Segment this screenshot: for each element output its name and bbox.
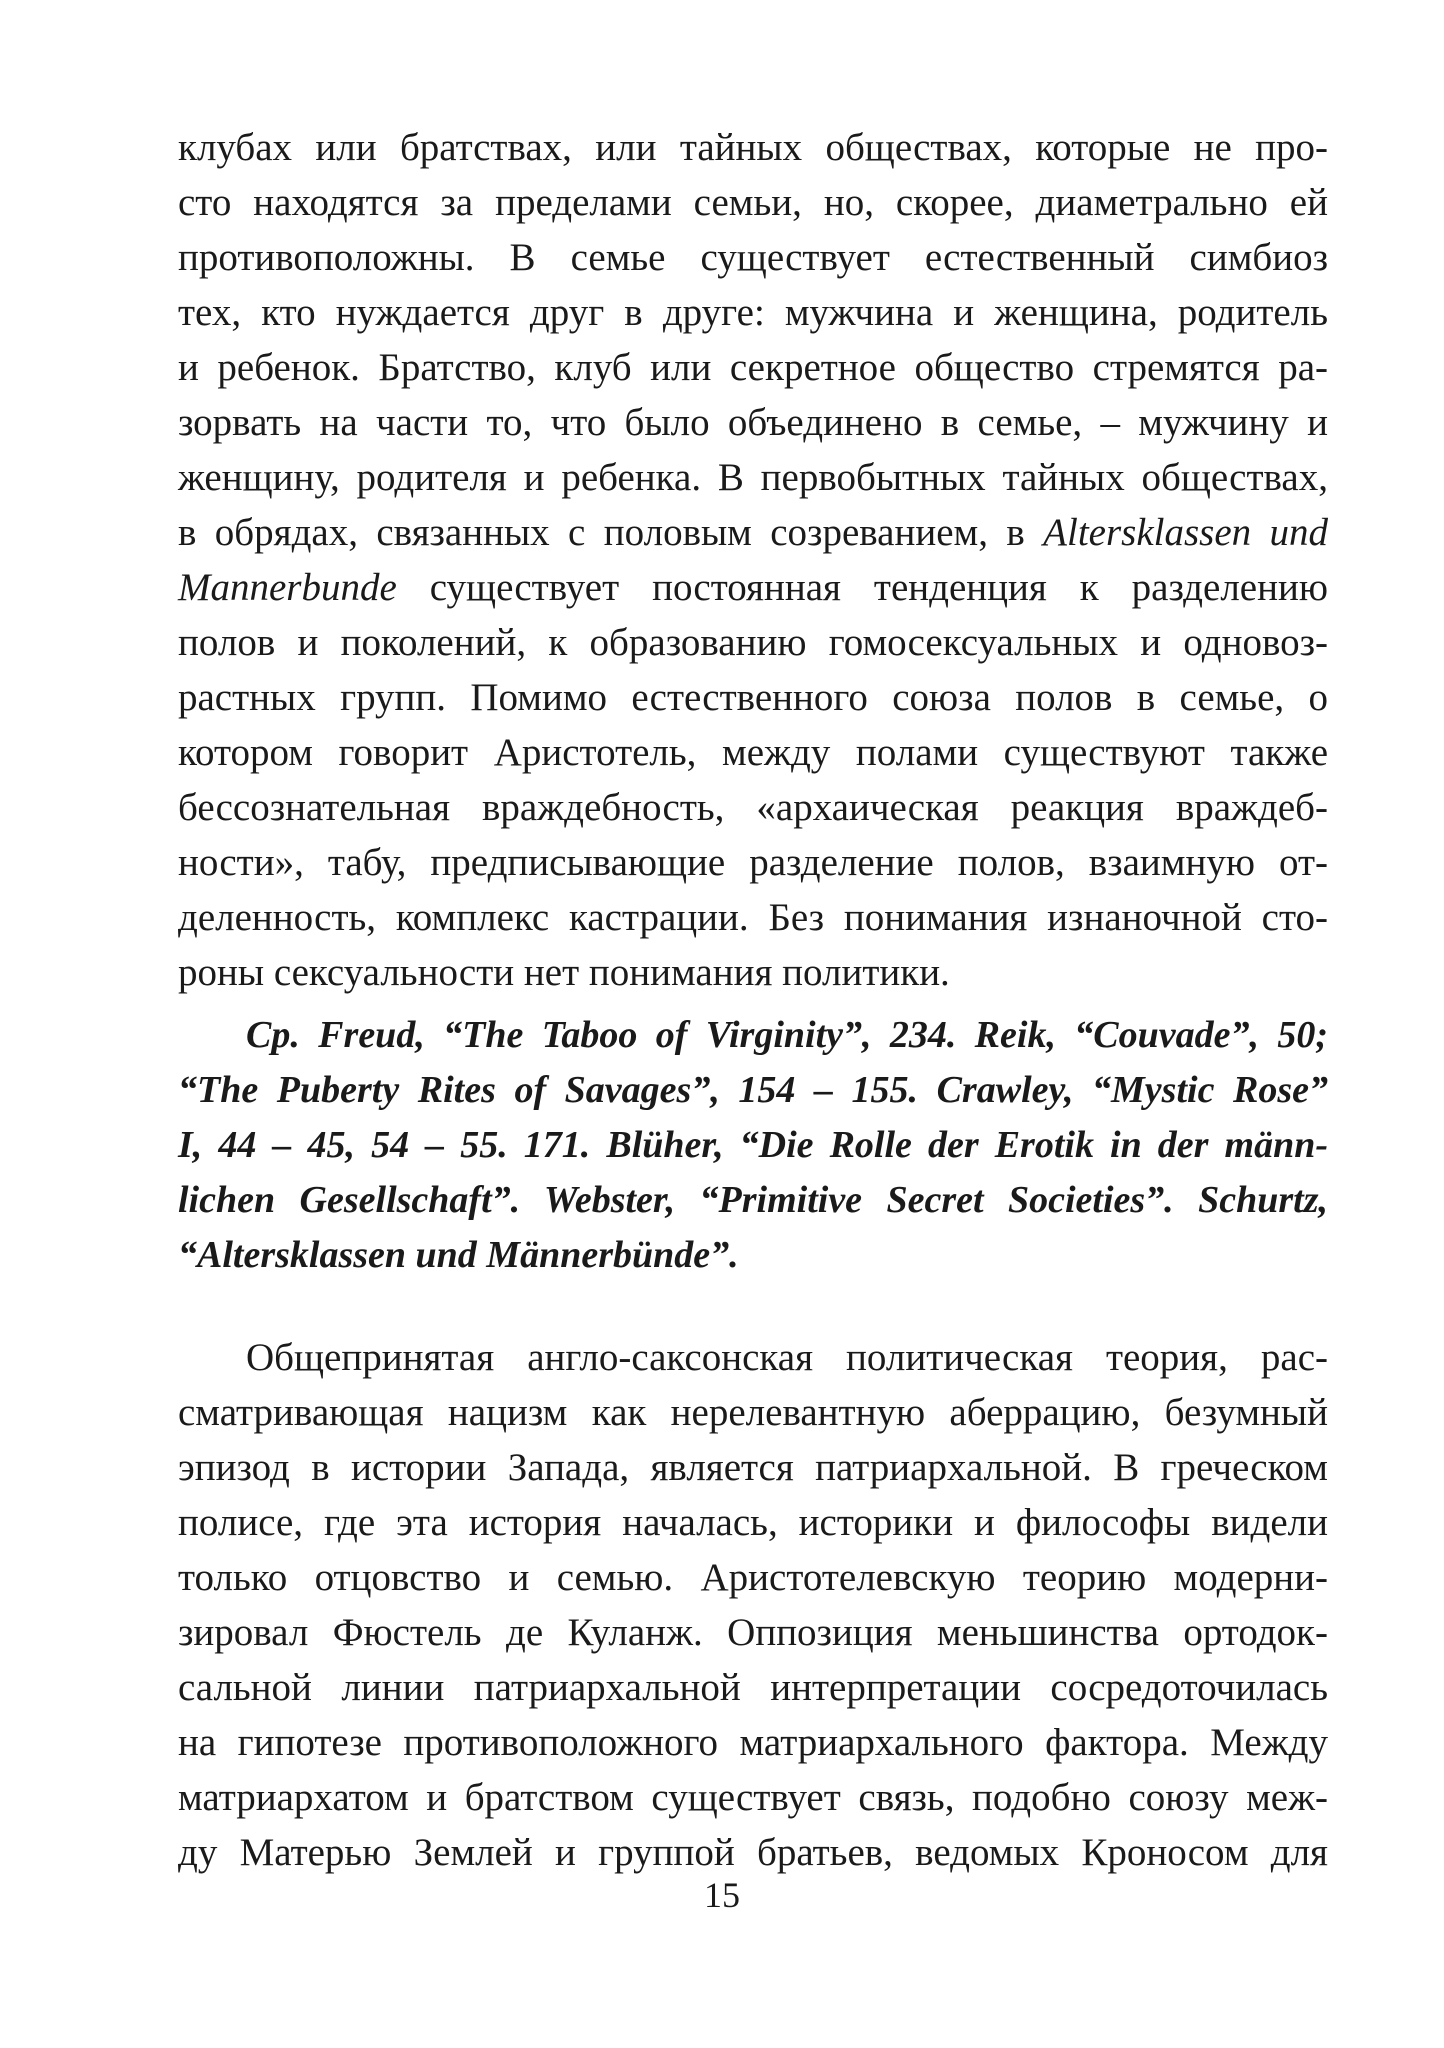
text-line: эпизод в истории Запада, является патриархальной. В греческом — [178, 1446, 1328, 1489]
text-line: сальной линии патриархальной интерпретации сосредоточилась — [178, 1666, 1328, 1709]
text-line: полов и поколений, к образованию гомосексуальных и одновоз- — [178, 621, 1328, 664]
text-line: зировал Фюстель де Куланж. Оппозиция меньшинства ортодок- — [178, 1611, 1328, 1654]
text-line: ности», табу, предписывающие разделение полов, взаимную от- — [178, 841, 1328, 884]
reference-line: “The Puberty Rites of Savages”, 154 – 155. Crawley, “Mystic Rose” — [178, 1069, 1328, 1111]
reference-line: Cp. Freud, “The Taboo of Virginity”, 234. Reik, “Couvade”, 50; — [246, 1014, 1328, 1056]
text-line: и ребенок. Братство, клуб или секретное общество стремятся ра- — [178, 346, 1328, 389]
text-line: роны сексуальности нет понимания политики. — [178, 951, 950, 994]
text-line: матриархатом и братством существует связь, подобно союзу меж- — [178, 1776, 1328, 1819]
text-line: сматривающая нацизм как нерелевантную аберрацию, безумный — [178, 1391, 1328, 1434]
text-line: ду Матерью Землей и группой братьев, ведомых Кроносом для — [178, 1831, 1328, 1874]
paragraph-1 — [178, 120, 1328, 1000]
text-line: тех, кто нуждается друг в друге: мужчина и женщина, родитель — [178, 291, 1328, 334]
text-line: деленность, комплекс кастрации. Без понимания изнаночной сто- — [178, 896, 1328, 939]
references-block — [178, 1008, 1328, 1283]
text-line: бессознательная враждебность, «архаическая реакция враждеб- — [178, 786, 1328, 829]
text-line: клубах или братствах, или тайных обществах, которые не про- — [178, 126, 1328, 169]
text-line — [178, 560, 1328, 615]
reference-line: “Altersklassen und Männerbünde”. — [178, 1234, 739, 1276]
text-line: на гипотезе противоположного матриархального фактора. Между — [178, 1721, 1328, 1764]
paragraph-2 — [178, 1330, 1328, 1880]
text-segment: существует постоянная тенденция к разделению — [396, 566, 1328, 609]
text-line: растных групп. Помимо естественного союза полов в семье, о — [178, 676, 1328, 719]
text-line: Общепринятая англо-саксонская политическая теория, рас- — [246, 1336, 1328, 1379]
page-number: 15 — [704, 1875, 740, 1915]
italic-term: Altersklassen und — [1043, 511, 1329, 554]
text-line: котором говорит Аристотель, между полами существуют также — [178, 731, 1328, 774]
text-line: только отцовство и семью. Аристотелевскую теорию модерни- — [178, 1556, 1328, 1599]
reference-line: I, 44 – 45, 54 – 55. 171. Blüher, “Die Rolle der Erotik in der männ- — [178, 1124, 1328, 1166]
italic-term: Mannerbunde — [178, 566, 397, 609]
reference-line: lichen Gesellschaft”. Webster, “Primitive Secret Societies”. Schurtz, — [178, 1179, 1328, 1221]
text-line: зорвать на части то, что было объединено в семье, – мужчину и — [178, 401, 1328, 444]
text-line — [178, 505, 1328, 560]
text-line: противоположны. В семье существует естественный симбиоз — [178, 236, 1328, 279]
text-line: женщину, родителя и ребенка. В первобытных тайных обществах, — [178, 456, 1328, 499]
text-line: сто находятся за пределами семьи, но, скорее, диаметрально ей — [178, 181, 1328, 224]
text-segment: в обрядах, связанных с половым созреванием, в — [178, 511, 1044, 554]
text-line: полисе, где эта история началась, историки и философы видели — [178, 1501, 1328, 1544]
